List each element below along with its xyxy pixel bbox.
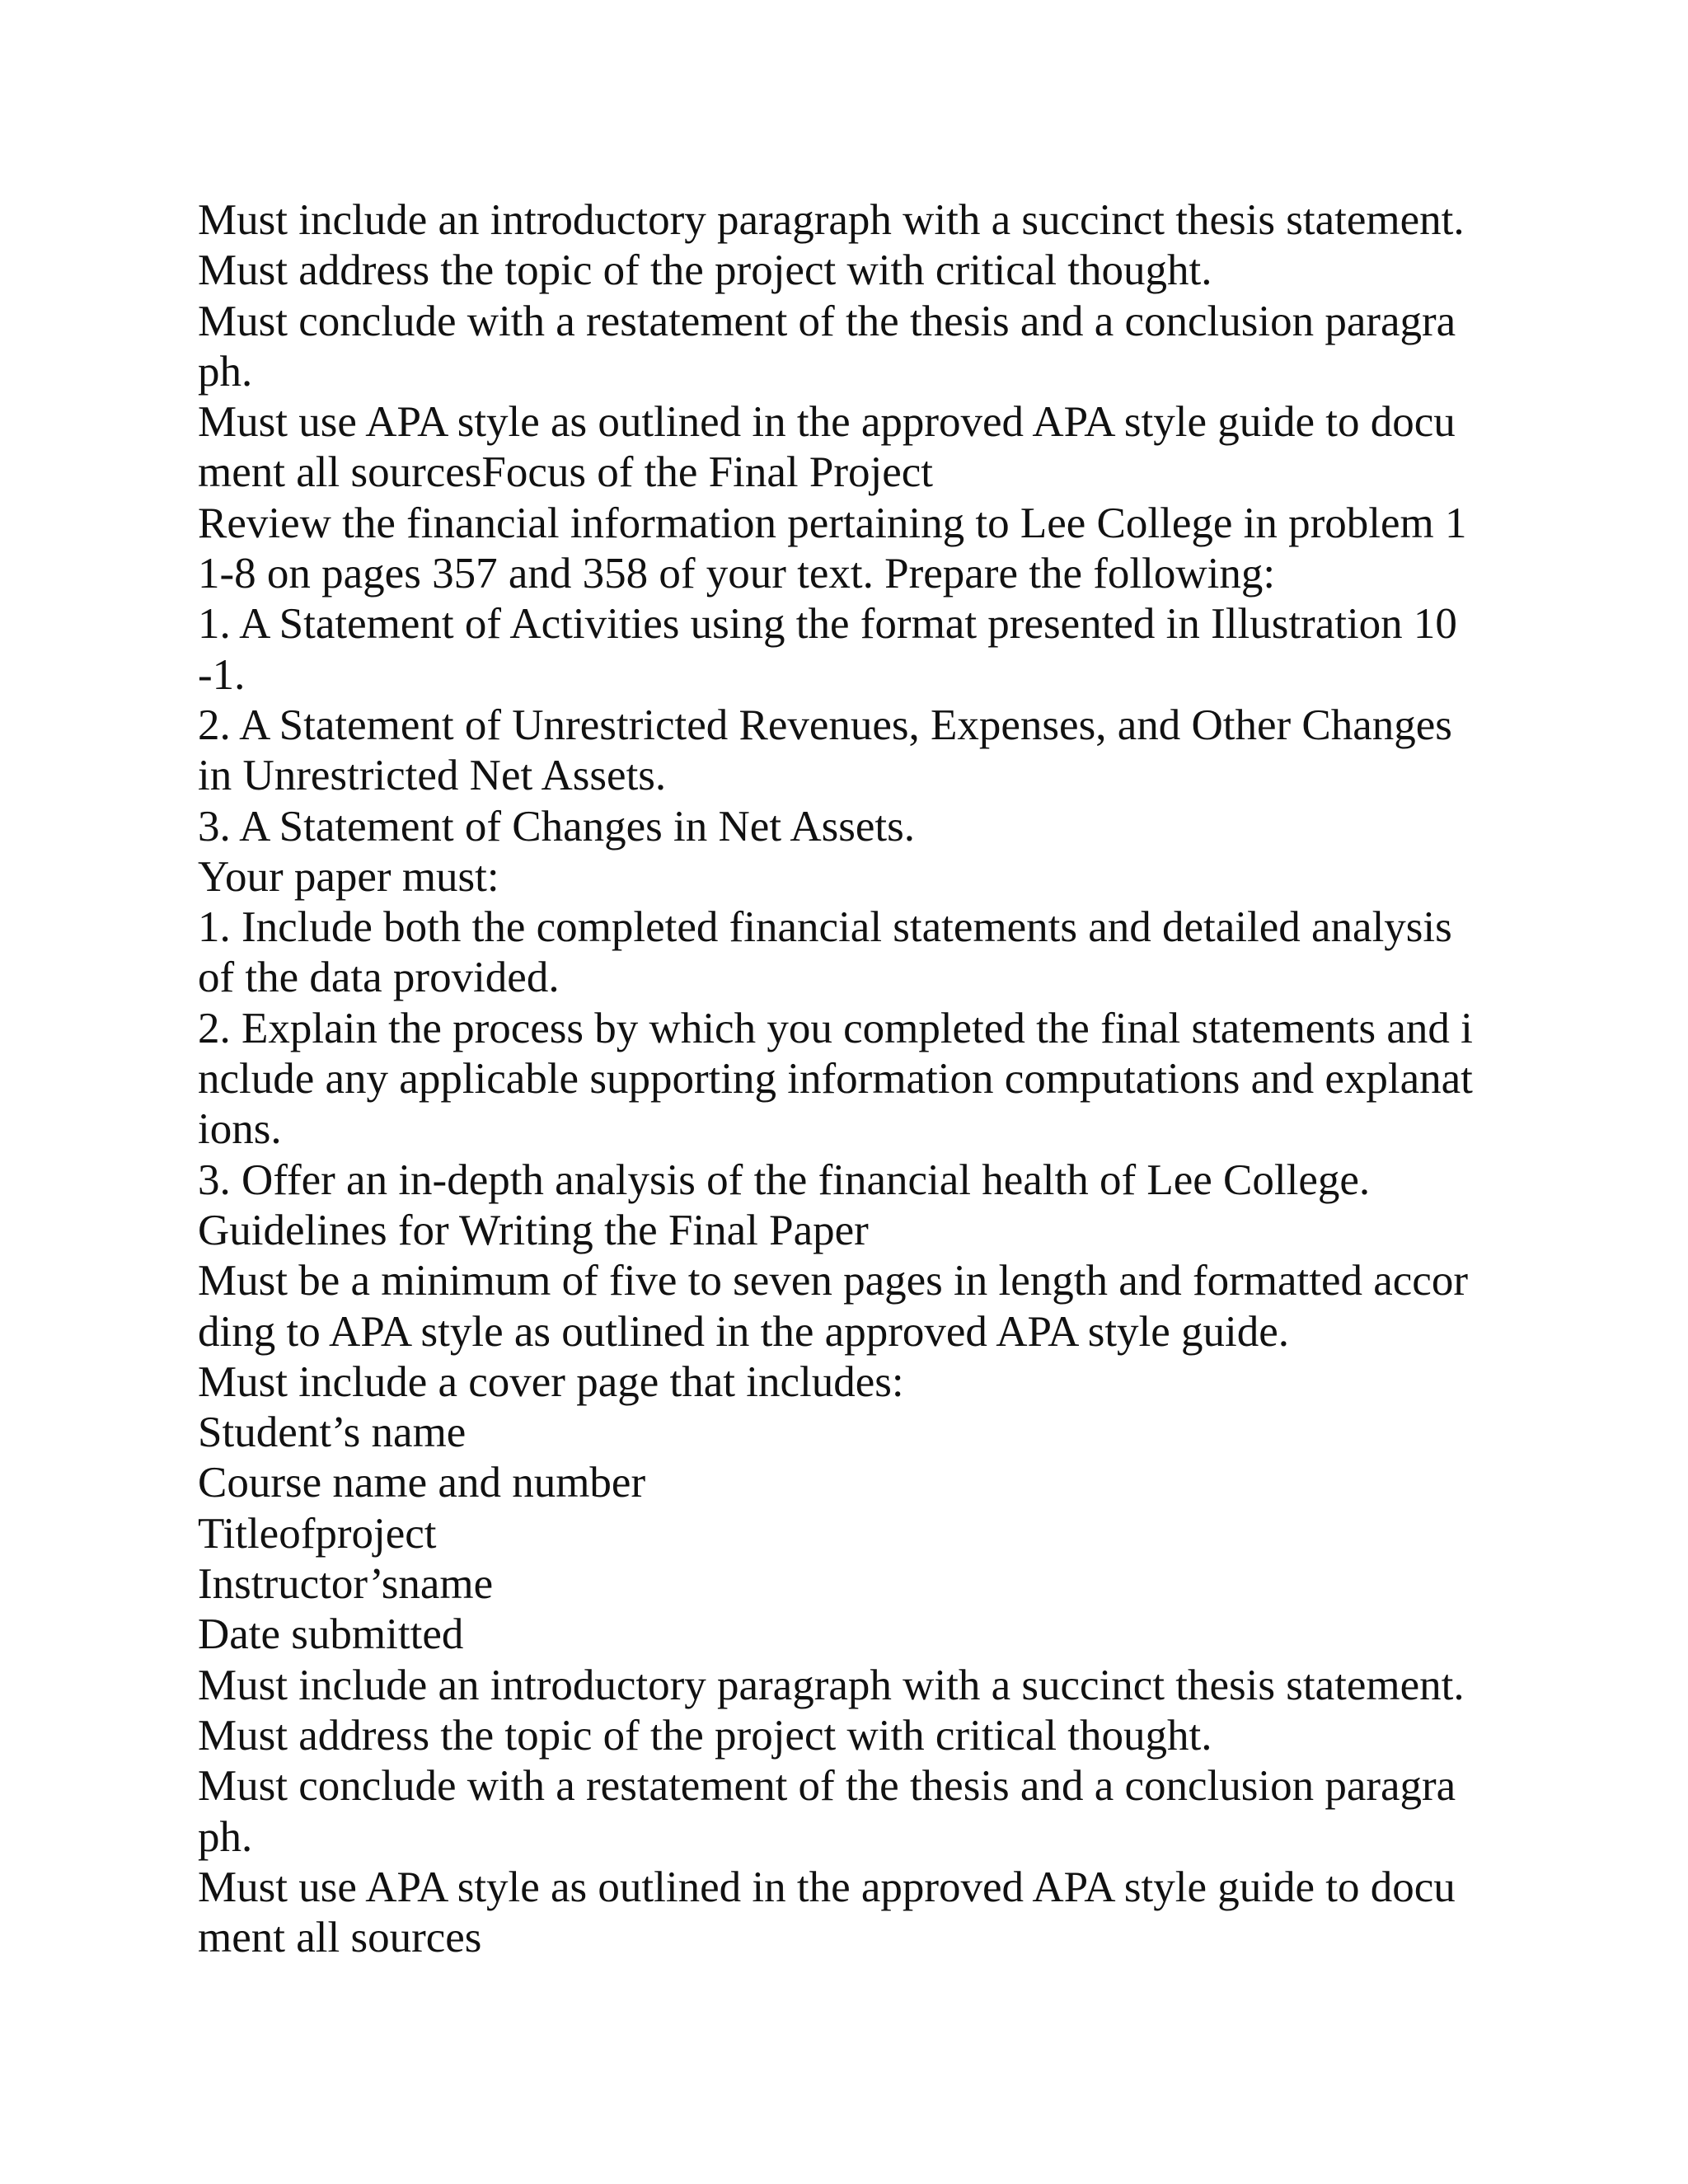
- document-line: in Unrestricted Net Assets.: [198, 752, 667, 800]
- document-line: ment all sourcesFocus of the Final Project: [198, 448, 933, 497]
- document-line: Must conclude with a restatement of the thesis and a conclusion paragra: [198, 297, 1456, 345]
- document-line: Date submitted: [198, 1610, 464, 1659]
- document-line: 1. A Statement of Activities using the format presented in Illustration 10: [198, 600, 1457, 649]
- document-line: 1. Include both the completed financial statements and detailed analysis: [198, 903, 1452, 952]
- document-line: Student’s name: [198, 1408, 467, 1457]
- document-line: 2. Explain the process by which you completed the final statements and i: [198, 1004, 1473, 1052]
- document-line: Titleofproject: [198, 1509, 437, 1558]
- document-line: ph.: [198, 1812, 253, 1861]
- document-line: Must address the topic of the project with critical thought.: [198, 1711, 1212, 1760]
- document-line: Must include a cover page that includes:: [198, 1357, 904, 1406]
- document-line: 3. A Statement of Changes in Net Assets.: [198, 802, 916, 851]
- document-line: Must conclude with a restatement of the thesis and a conclusion paragra: [198, 1762, 1456, 1811]
- document-line: Must include an introductory paragraph with a succinct thesis statement.: [198, 1661, 1465, 1709]
- document-line: ding to APA style as outlined in the approved APA style guide.: [198, 1307, 1290, 1356]
- document-line: Must be a minimum of five to seven pages in length and formatted accor: [198, 1257, 1468, 1305]
- document-line: nclude any applicable supporting information computations and explanat: [198, 1055, 1473, 1104]
- document-line: of the data provided.: [198, 954, 560, 1002]
- document-line: Must use APA style as outlined in the approved APA style guide to docu: [198, 1863, 1456, 1911]
- document-line: 1-8 on pages 357 and 358 of your text. Prepare the following:: [198, 550, 1276, 598]
- document-line: -1.: [198, 650, 246, 699]
- document-line: 3. Offer an in-depth analysis of the financial health of Lee College.: [198, 1155, 1371, 1204]
- document-line: ph.: [198, 347, 253, 396]
- document-line: Must include an introductory paragraph with a succinct thesis statement.: [198, 196, 1465, 244]
- document-body: [198, 195, 1517, 1963]
- document-line: Your paper must:: [198, 852, 499, 901]
- document-line: Review the financial information pertaining to Lee College in problem 1: [198, 499, 1467, 547]
- document-line: Instructor’sname: [198, 1560, 494, 1609]
- document-line: Guidelines for Writing the Final Paper: [198, 1206, 869, 1254]
- document-line: ment all sources: [198, 1914, 482, 1962]
- document-line: Must address the topic of the project with critical thought.: [198, 246, 1212, 295]
- document-line: ions.: [198, 1105, 282, 1154]
- document-line: Must use APA style as outlined in the approved APA style guide to docu: [198, 398, 1456, 447]
- document-line: Course name and number: [198, 1459, 646, 1507]
- document-line: 2. A Statement of Unrestricted Revenues, Expenses, and Other Changes: [198, 701, 1452, 749]
